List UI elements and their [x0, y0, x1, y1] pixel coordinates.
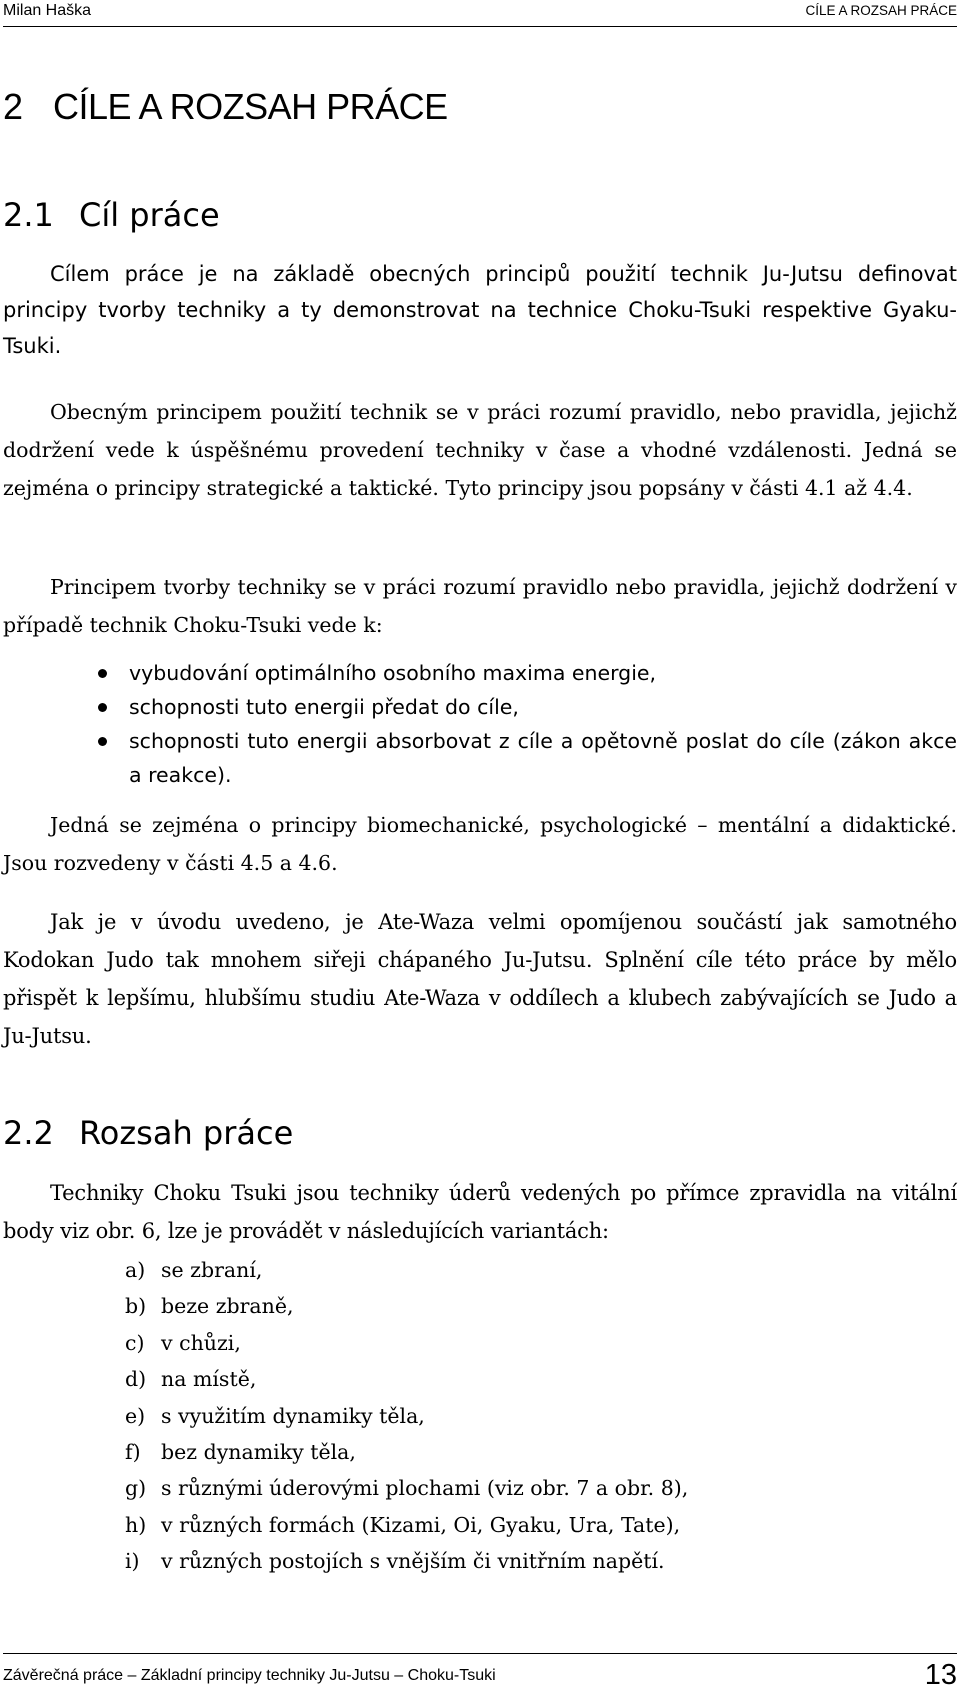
list-item-text: se zbraní, [161, 1258, 263, 1282]
list-item-marker: i) [125, 1549, 140, 1574]
list-item [3, 1325, 957, 1361]
list-item-text: bez dynamiky těla, [161, 1440, 356, 1465]
list-item-text: vybudování optimálního osobního maxima energie, [129, 661, 657, 685]
chapter-heading [3, 85, 448, 129]
list-item-marker: d) [125, 1367, 147, 1392]
list-item [3, 1398, 957, 1434]
principle-bullet-list [3, 656, 957, 792]
chapter-number: 2 [3, 86, 23, 127]
list-item [3, 1543, 957, 1579]
list-item-text: schopnosti tuto energii předat do cíle, [129, 695, 519, 719]
list-item [3, 724, 957, 792]
list-item-text: beze zbraně, [161, 1294, 294, 1319]
paragraph-general-principle: Obecným principem použití technik se v práci rozumí pravidlo, nebo pravidla, jejichž dodržení vede k úspěšnému provedení techniky v čase a vhodné vzdálenosti. Jedná se zejména o principy strategické a taktické. Tyto principy jsou popsány v části 4.1 až 4.4. [3, 400, 957, 500]
footer-text: Závěrečná práce – Základní principy techniky Ju-Jutsu – Choku-Tsuki [3, 1667, 496, 1684]
list-item-text: v různých formách (Kizami, Oi, Gyaku, Ura, Tate), [161, 1512, 681, 1537]
list-item [3, 1361, 957, 1397]
list-item-marker: h) [125, 1512, 147, 1537]
list-item [3, 656, 957, 690]
header-running-title: CÍLE A ROZSAH PRÁCE [805, 3, 957, 18]
list-item-text: v chůzi, [161, 1330, 241, 1355]
bullet-icon [98, 737, 107, 746]
variants-list [3, 1252, 957, 1580]
section-heading-goal [3, 195, 220, 235]
section-number: 2.1 [3, 196, 54, 234]
page-number: 13 [924, 1659, 957, 1691]
list-item [3, 1507, 957, 1543]
list-item [3, 1470, 957, 1506]
list-item [3, 1288, 957, 1324]
page-footer [3, 1653, 957, 1697]
section-title: Rozsah práce [79, 1114, 294, 1152]
list-item-text: schopnosti tuto energii absorbovat z cíle a opětovně poslat do cíle (zákon akce a reakce). [129, 729, 957, 787]
section-title: Cíl práce [79, 196, 220, 234]
list-item-marker: f) [125, 1440, 141, 1465]
paragraph-scope-intro: Techniky Choku Tsuki jsou techniky úderů vedených po přímce zpravidla na vitální body viz obr. 6, lze je provádět v následujících variantách: [3, 1181, 957, 1243]
list-item-text: s využitím dynamiky těla, [161, 1403, 425, 1428]
chapter-title: CÍLE A ROZSAH PRÁCE [53, 86, 448, 127]
paragraph-goal-intro: Cílem práce je na základě obecných principů použití technik Ju-Jutsu definovat principy tvorby techniky a ty demonstrovat na technice Choku-Tsuki respektive Gyaku-Tsuki. [3, 262, 957, 358]
paragraph-after-bullets: Jedná se zejména o principy biomechanické, psychologické – mentální a didaktické. Jsou rozvedeny v části 4.5 a 4.6. [3, 813, 957, 875]
paragraph-technique-principle: Principem tvorby techniky se v práci rozumí pravidlo nebo pravidla, jejichž dodržení v případě technik Choku-Tsuki vede k: [3, 575, 957, 637]
list-item-marker: b) [125, 1294, 147, 1319]
page-header [3, 0, 957, 27]
list-item-text: s různými úderovými plochami (viz obr. 7 a obr. 8), [161, 1476, 689, 1501]
list-item-marker: g) [125, 1476, 147, 1501]
paragraph-closing: Jak je v úvodu uvedeno, je Ate-Waza velmi opomíjenou součástí jak samotného Kodokan Judo tak mnohem siřeji chápaného Ju-Jutsu. Splnění cíle této práce by mělo přispět k lepšímu, hlubšímu studiu Ate-Waza v oddílech a klubech zabývajících se Judo a Ju-Jutsu. [3, 910, 957, 1048]
list-item-text: na místě, [161, 1367, 257, 1392]
list-item-marker: e) [125, 1403, 146, 1428]
list-item-marker: c) [125, 1330, 145, 1355]
list-item [3, 1434, 957, 1470]
section-number: 2.2 [3, 1114, 54, 1152]
list-item [3, 690, 957, 724]
bullet-icon [98, 703, 107, 712]
header-author: Milan Haška [3, 2, 92, 19]
section-heading-scope [3, 1113, 293, 1153]
list-item [3, 1252, 957, 1288]
list-item-text: v různých postojích s vnějším či vnitřním napětí. [161, 1549, 665, 1574]
bullet-icon [98, 669, 107, 678]
list-item-marker: a) [125, 1258, 146, 1282]
